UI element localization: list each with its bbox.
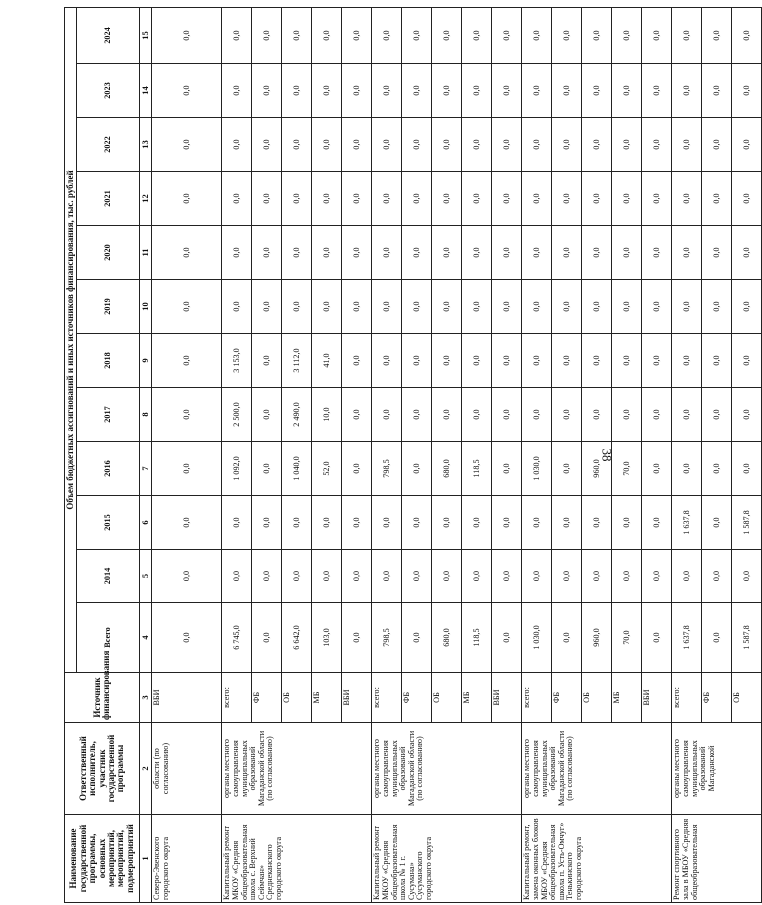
funding-value: 0,0 [672,550,702,603]
funding-source: всего: [672,673,702,723]
funding-value: 0,0 [372,496,402,550]
funding-value: 0,0 [612,172,642,226]
funding-value: 0,0 [702,64,732,118]
executor-name: органы местного самоуправления муниципальных образований Магаданской [672,723,762,815]
funding-value: 0,0 [672,118,702,172]
column-number: 7 [140,442,152,496]
funding-value: 0,0 [402,64,432,118]
header-year: 2018 [77,334,140,388]
funding-value: 103,0 [312,603,342,673]
funding-value: 3 112,0 [282,334,312,388]
funding-value: 680,0 [432,442,462,496]
page-number: 38 [599,448,615,462]
column-number: 8 [140,388,152,442]
funding-value: 0,0 [702,603,732,673]
funding-value: 118,5 [462,442,492,496]
funding-value: 0,0 [312,226,342,280]
funding-value: 0,0 [402,550,432,603]
funding-value: 0,0 [702,334,732,388]
funding-value: 0,0 [152,334,222,388]
header-source: Источник финансирования [65,673,140,723]
funding-value: 0,0 [342,334,372,388]
funding-value: 0,0 [552,603,582,673]
header-year: 2023 [77,64,140,118]
funding-source: всего: [522,673,552,723]
funding-value: 0,0 [432,334,462,388]
funding-value: 0,0 [642,118,672,172]
funding-value: 10,0 [312,388,342,442]
funding-value: 0,0 [342,226,372,280]
funding-value: 798,5 [372,442,402,496]
funding-value: 680,0 [432,603,462,673]
funding-value: 0,0 [552,172,582,226]
funding-source: ОБ [432,673,462,723]
funding-value: 0,0 [642,603,672,673]
funding-value: 0,0 [152,496,222,550]
funding-value: 0,0 [522,7,552,63]
column-number: 6 [140,496,152,550]
funding-value: 0,0 [252,226,282,280]
column-number: 14 [140,64,152,118]
funding-value: 0,0 [402,172,432,226]
funding-value: 0,0 [582,226,612,280]
funding-value: 0,0 [672,442,702,496]
funding-value: 0,0 [492,172,522,226]
funding-value: 0,0 [672,64,702,118]
column-number: 10 [140,280,152,334]
funding-value: 0,0 [462,172,492,226]
funding-value: 0,0 [152,7,222,63]
funding-source: МБ [612,673,642,723]
funding-value: 0,0 [252,118,282,172]
table-row [672,7,702,902]
funding-value: 0,0 [612,550,642,603]
funding-value: 0,0 [492,442,522,496]
funding-value: 0,0 [282,550,312,603]
funding-value: 0,0 [612,7,642,63]
column-number: 15 [140,7,152,63]
table-row [222,7,252,902]
funding-value: 0,0 [642,280,672,334]
column-number: 1 [140,815,152,903]
funding-value: 0,0 [582,172,612,226]
funding-value: 0,0 [282,118,312,172]
funding-value: 960,0 [582,442,612,496]
funding-value: 0,0 [732,334,762,388]
funding-value: 0,0 [642,334,672,388]
funding-value: 0,0 [222,64,252,118]
funding-value: 0,0 [672,334,702,388]
funding-source: МБ [462,673,492,723]
funding-value: 0,0 [372,550,402,603]
funding-value: 0,0 [432,280,462,334]
funding-value: 0,0 [492,118,522,172]
funding-value: 1 587,8 [732,603,762,673]
table-row [152,7,222,902]
funding-value: 0,0 [582,550,612,603]
funding-value: 0,0 [552,118,582,172]
funding-value: 0,0 [312,118,342,172]
funding-value: 0,0 [342,603,372,673]
funding-value: 0,0 [702,118,732,172]
funding-value: 0,0 [252,442,282,496]
executor-name: органы местного самоуправления муниципальных образований Магаданской области (по согласованию) [222,723,372,815]
header-year: 2020 [77,226,140,280]
header-volume: Объем бюджетных ассигнований и иных источников финансирования, тыс. рублей [65,7,77,672]
funding-value: 0,0 [732,172,762,226]
funding-value: 0,0 [732,388,762,442]
funding-value: 0,0 [552,496,582,550]
funding-value: 0,0 [282,226,312,280]
funding-value: 0,0 [522,496,552,550]
funding-value: 0,0 [642,388,672,442]
funding-value: 0,0 [372,64,402,118]
funding-value: 0,0 [312,7,342,63]
header-year: 2019 [77,280,140,334]
funding-value: 0,0 [612,118,642,172]
column-number: 12 [140,172,152,226]
funding-value: 2 490,0 [282,388,312,442]
funding-value: 0,0 [372,388,402,442]
funding-value: 0,0 [612,226,642,280]
header-year: 2017 [77,388,140,442]
funding-value: 1 637,8 [672,496,702,550]
funding-value: 0,0 [582,64,612,118]
funding-value: 0,0 [702,496,732,550]
funding-value: 0,0 [702,442,732,496]
funding-value: 0,0 [342,7,372,63]
funding-value: 0,0 [222,226,252,280]
funding-value: 0,0 [462,280,492,334]
funding-value: 0,0 [402,280,432,334]
funding-source: ФБ [552,673,582,723]
funding-value: 0,0 [342,172,372,226]
header-executor: Ответственный исполнитель, участник государственной программы [65,723,140,815]
funding-value: 0,0 [462,226,492,280]
header-name: Наименование государственной программы, основных мероприятий, мероприятий, подмероприятий [65,815,140,903]
funding-value: 0,0 [152,550,222,603]
funding-value: 0,0 [492,64,522,118]
funding-value: 0,0 [222,7,252,63]
funding-value: 0,0 [432,496,462,550]
program-name: Капитальный ремонт МКОУ «Средняя общеобразовательная школа № 1 г. Сусумана» Сусуманского городского округа [372,815,522,903]
funding-value: 0,0 [732,118,762,172]
executor-name: органы местного самоуправления муниципальных образований Магаданской области (по согласованию) [522,723,672,815]
funding-value: 0,0 [342,442,372,496]
funding-value: 0,0 [732,64,762,118]
funding-value: 0,0 [582,334,612,388]
funding-value: 0,0 [252,550,282,603]
funding-source: ОБ [582,673,612,723]
column-number: 2 [140,723,152,815]
funding-value: 0,0 [702,172,732,226]
funding-value: 0,0 [342,280,372,334]
funding-value: 0,0 [492,550,522,603]
funding-value: 0,0 [402,388,432,442]
funding-value: 0,0 [342,388,372,442]
funding-value: 0,0 [342,550,372,603]
funding-value: 0,0 [152,442,222,496]
funding-value: 0,0 [312,172,342,226]
funding-value: 0,0 [552,550,582,603]
funding-value: 0,0 [732,7,762,63]
funding-value: 0,0 [552,64,582,118]
header-year: 2014 [77,550,140,603]
funding-value: 0,0 [402,496,432,550]
funding-value: 0,0 [552,388,582,442]
funding-source: ФБ [702,673,732,723]
funding-value: 0,0 [672,388,702,442]
funding-value: 0,0 [522,118,552,172]
funding-value: 0,0 [522,280,552,334]
funding-value: 0,0 [642,226,672,280]
funding-value: 0,0 [222,172,252,226]
funding-value: 0,0 [672,280,702,334]
table-row [522,7,552,902]
funding-value: 6 642,0 [282,603,312,673]
funding-value: 0,0 [252,64,282,118]
funding-value: 0,0 [312,280,342,334]
funding-value: 0,0 [372,334,402,388]
funding-value: 6 745,0 [222,603,252,673]
funding-value: 0,0 [342,496,372,550]
funding-value: 0,0 [552,7,582,63]
funding-value: 0,0 [522,172,552,226]
funding-value: 0,0 [612,388,642,442]
funding-value: 0,0 [252,7,282,63]
funding-value: 0,0 [152,226,222,280]
funding-source: всего: [372,673,402,723]
funding-value: 0,0 [252,280,282,334]
funding-value: 0,0 [402,442,432,496]
funding-value: 0,0 [642,172,672,226]
funding-value: 0,0 [312,496,342,550]
funding-source: ОБ [732,673,762,723]
funding-value: 0,0 [522,388,552,442]
funding-value: 0,0 [582,388,612,442]
funding-value: 0,0 [372,280,402,334]
funding-value: 0,0 [252,603,282,673]
funding-value: 0,0 [282,7,312,63]
funding-value: 0,0 [252,172,282,226]
funding-value: 0,0 [642,496,672,550]
funding-value: 0,0 [462,334,492,388]
executor-name: области (по согласованию) [152,723,222,815]
funding-source: ВБИ [342,673,372,723]
funding-value: 0,0 [492,388,522,442]
funding-value: 0,0 [702,7,732,63]
funding-value: 0,0 [402,334,432,388]
funding-value: 1 092,0 [222,442,252,496]
funding-value: 0,0 [582,496,612,550]
funding-value: 0,0 [552,442,582,496]
funding-value: 0,0 [522,334,552,388]
program-name: Северо-Эвенского городского округа [152,815,222,903]
funding-value: 0,0 [672,7,702,63]
funding-source: ВБИ [152,673,222,723]
funding-value: 1 040,0 [282,442,312,496]
funding-value: 0,0 [492,226,522,280]
funding-value: 960,0 [582,603,612,673]
executor-name: органы местного самоуправления муниципальных образований Магаданской области (по согласованию) [372,723,522,815]
funding-value: 0,0 [672,226,702,280]
funding-value: 0,0 [252,334,282,388]
funding-value: 0,0 [152,280,222,334]
funding-value: 1 587,8 [732,496,762,550]
funding-value: 0,0 [282,64,312,118]
funding-value: 0,0 [152,388,222,442]
funding-value: 0,0 [612,334,642,388]
funding-value: 0,0 [222,496,252,550]
header-year: 2015 [77,496,140,550]
program-name: Капитальный ремонт, замена оконных блоков МБОУ «Средняя общеобразовательная школа п. Усть-Омчуг» Тенькинского городского округа [522,815,672,903]
funding-value: 0,0 [252,388,282,442]
funding-value: 0,0 [522,550,552,603]
column-number: 4 [140,603,152,673]
funding-value: 0,0 [522,226,552,280]
funding-value: 0,0 [582,118,612,172]
funding-value: 0,0 [312,64,342,118]
funding-value: 0,0 [732,550,762,603]
funding-value: 0,0 [462,7,492,63]
funding-value: 0,0 [702,388,732,442]
funding-value: 0,0 [702,226,732,280]
funding-value: 0,0 [432,550,462,603]
funding-value: 0,0 [522,64,552,118]
funding-value: 3 153,0 [222,334,252,388]
funding-source: ВБИ [492,673,522,723]
program-name: Ремонт спортивного зала в МБОУ «Средняя общеобразовательная [672,815,762,903]
funding-value: 118,5 [462,603,492,673]
funding-value: 0,0 [252,496,282,550]
funding-value: 0,0 [642,64,672,118]
funding-value: 0,0 [642,7,672,63]
funding-value: 0,0 [402,118,432,172]
program-name: Капитальный ремонт МКОУ «Средняя общеобразовательная школа с. Верхний Сеймчан» Среднеканского городского округа [222,815,372,903]
funding-value: 0,0 [282,496,312,550]
column-number: 11 [140,226,152,280]
funding-value: 0,0 [342,64,372,118]
funding-value: 0,0 [582,7,612,63]
column-number: 3 [140,673,152,723]
funding-value: 0,0 [732,280,762,334]
funding-value: 0,0 [462,118,492,172]
funding-value: 0,0 [462,64,492,118]
funding-value: 0,0 [372,226,402,280]
column-number-row [140,7,152,902]
funding-value: 0,0 [372,118,402,172]
header-year: Всего [77,603,140,673]
funding-value: 0,0 [432,118,462,172]
funding-value: 798,5 [372,603,402,673]
funding-source: ФБ [402,673,432,723]
funding-value: 0,0 [402,7,432,63]
financing-table [64,7,762,903]
funding-value: 0,0 [222,280,252,334]
funding-value: 0,0 [462,496,492,550]
header-year: 2022 [77,118,140,172]
funding-value: 0,0 [492,496,522,550]
funding-value: 0,0 [342,118,372,172]
funding-value: 52,0 [312,442,342,496]
column-number: 13 [140,118,152,172]
funding-value: 0,0 [702,280,732,334]
funding-source: ВБИ [642,673,672,723]
funding-value: 70,0 [612,442,642,496]
funding-value: 0,0 [492,603,522,673]
funding-value: 0,0 [552,334,582,388]
funding-value: 0,0 [312,550,342,603]
funding-value: 1 637,8 [672,603,702,673]
funding-value: 2 500,0 [222,388,252,442]
funding-value: 0,0 [152,172,222,226]
funding-value: 1 030,0 [522,603,552,673]
funding-value: 0,0 [612,64,642,118]
funding-value: 0,0 [222,550,252,603]
funding-value: 0,0 [462,550,492,603]
funding-value: 0,0 [432,226,462,280]
funding-value: 0,0 [732,226,762,280]
funding-value: 0,0 [402,603,432,673]
header-year: 2016 [77,442,140,496]
funding-value: 0,0 [282,172,312,226]
funding-value: 0,0 [702,550,732,603]
funding-value: 0,0 [642,442,672,496]
funding-value: 41,0 [312,334,342,388]
funding-source: ФБ [252,673,282,723]
funding-value: 0,0 [372,7,402,63]
funding-value: 0,0 [492,7,522,63]
funding-value: 0,0 [432,172,462,226]
funding-value: 0,0 [152,64,222,118]
funding-value: 0,0 [552,226,582,280]
funding-value: 0,0 [492,280,522,334]
funding-value: 0,0 [552,280,582,334]
header-year: 2021 [77,172,140,226]
header-row [65,7,77,902]
funding-value: 0,0 [222,118,252,172]
table-row [372,7,402,902]
column-number: 5 [140,550,152,603]
funding-value: 70,0 [612,603,642,673]
funding-value: 0,0 [612,496,642,550]
funding-source: всего: [222,673,252,723]
funding-value: 0,0 [672,172,702,226]
column-number: 9 [140,334,152,388]
funding-value: 0,0 [372,172,402,226]
funding-value: 0,0 [492,334,522,388]
funding-value: 0,0 [582,280,612,334]
funding-value: 0,0 [432,7,462,63]
funding-value: 0,0 [152,603,222,673]
funding-value: 0,0 [732,442,762,496]
funding-value: 0,0 [612,280,642,334]
funding-source: ОБ [282,673,312,723]
funding-value: 0,0 [642,550,672,603]
funding-value: 1 030,0 [522,442,552,496]
funding-value: 0,0 [152,118,222,172]
funding-source: МБ [312,673,342,723]
funding-value: 0,0 [282,280,312,334]
funding-value: 0,0 [462,388,492,442]
header-year: 2024 [77,7,140,63]
funding-value: 0,0 [432,388,462,442]
funding-value: 0,0 [432,64,462,118]
funding-value: 0,0 [402,226,432,280]
